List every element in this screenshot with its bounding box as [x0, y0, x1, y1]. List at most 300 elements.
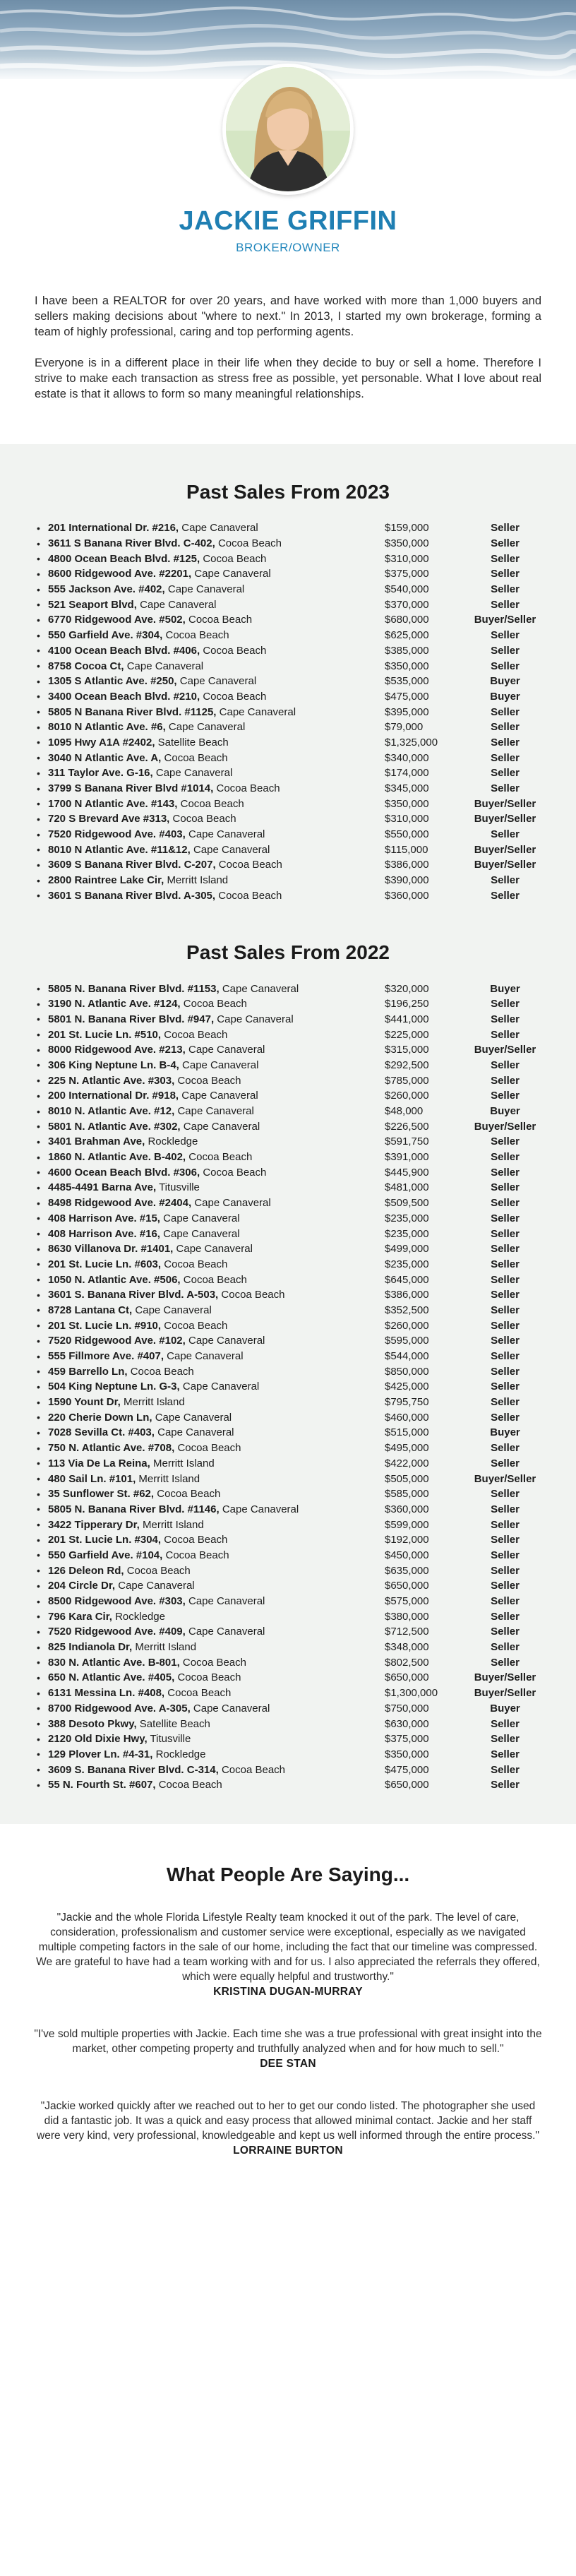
bullet-icon: • — [37, 983, 40, 995]
sale-role: Seller — [491, 1641, 520, 1654]
sale-price: $450,000 — [385, 1549, 429, 1561]
sale-address: 5801 N. Banana River Blvd. #947, — [48, 1013, 215, 1025]
bullet-icon: • — [37, 537, 40, 549]
sale-row — [34, 1441, 542, 1456]
sale-address: 1700 N Atlantic Ave. #143, — [48, 797, 178, 810]
bullet-icon: • — [37, 660, 40, 672]
sale-address: 201 International Dr. #216, — [48, 522, 179, 535]
sale-price: $460,000 — [385, 1411, 429, 1424]
sale-address: 8010 N Atlantic Ave. #6, — [48, 721, 166, 734]
sale-row — [34, 674, 542, 689]
sale-price: $340,000 — [385, 751, 429, 764]
bullet-icon: • — [37, 1641, 40, 1653]
sale-city: Cape Canaveral — [167, 1350, 244, 1363]
sale-city: Cocoa Beach — [164, 1319, 228, 1332]
sale-address: 3422 Tipperary Dr, — [48, 1518, 140, 1531]
sale-address: 825 Indianola Dr, — [48, 1641, 133, 1654]
sale-role: Seller — [491, 1074, 520, 1087]
sale-property — [48, 1029, 385, 1041]
sale-role: Seller — [491, 1350, 520, 1363]
testimonials-heading: What People Are Saying... — [166, 1863, 410, 1885]
sale-price: $645,000 — [385, 1273, 429, 1286]
sale-address: 1305 S Atlantic Ave. #250, — [48, 675, 177, 688]
sale-price: $505,000 — [385, 1472, 429, 1485]
sale-row — [34, 1379, 542, 1395]
bullet-icon: • — [37, 1687, 40, 1699]
sale-price: $475,000 — [385, 1763, 429, 1776]
sale-row — [34, 1180, 542, 1195]
agent-header — [0, 206, 576, 255]
sale-row — [34, 704, 542, 720]
sale-property — [48, 752, 385, 764]
sale-city: Cocoa Beach — [221, 1763, 286, 1776]
bullet-icon: • — [37, 1289, 40, 1301]
sale-price: $635,000 — [385, 1564, 429, 1577]
bullet-icon: • — [37, 1534, 40, 1546]
sale-price: $390,000 — [385, 874, 429, 887]
sale-price: $310,000 — [385, 813, 429, 825]
sale-price: $475,000 — [385, 690, 429, 703]
sale-property — [48, 1121, 385, 1133]
sale-price: $395,000 — [385, 705, 429, 718]
sale-role: Seller — [491, 1717, 520, 1730]
sale-role: Seller — [491, 1610, 520, 1623]
sale-role: Seller — [491, 998, 520, 1010]
sale-property — [48, 691, 385, 703]
sale-property — [48, 767, 385, 779]
sale-address: 1050 N. Atlantic Ave. #506, — [48, 1273, 181, 1286]
bullet-icon: • — [37, 522, 40, 534]
sale-row — [34, 597, 542, 612]
sale-property — [48, 537, 385, 549]
sale-address: 550 Garfield Ave. #304, — [48, 629, 163, 642]
sale-address: 8630 Villanova Dr. #1401, — [48, 1243, 174, 1256]
sale-city: Cape Canaveral — [181, 522, 258, 535]
sale-city: Cape Canaveral — [222, 1503, 299, 1515]
sale-role: Seller — [491, 1503, 520, 1515]
bullet-icon: • — [37, 1442, 40, 1454]
sale-city: Cocoa Beach — [177, 1442, 241, 1455]
sale-role: Buyer — [490, 1105, 520, 1118]
past-sales-section — [0, 444, 576, 1824]
sale-property — [48, 614, 385, 626]
sale-row — [34, 1088, 542, 1104]
sale-role: Seller — [491, 1227, 520, 1240]
sale-city: Cape Canaveral — [188, 1626, 265, 1638]
bullet-icon: • — [37, 1135, 40, 1147]
sale-role: Seller — [491, 1549, 520, 1561]
sale-city: Cocoa Beach — [158, 1779, 222, 1791]
sale-price: $115,000 — [385, 843, 428, 856]
sale-address: 459 Barrello Ln, — [48, 1365, 128, 1378]
sale-property — [48, 1748, 385, 1760]
sales-2023-list — [34, 520, 542, 903]
sale-address: 225 N. Atlantic Ave. #303, — [48, 1074, 175, 1087]
sale-price: $350,000 — [385, 660, 429, 672]
sale-property — [48, 1442, 385, 1454]
sale-role: Seller — [491, 1212, 520, 1224]
sale-row — [34, 1395, 542, 1410]
sale-address: 113 Via De La Reina, — [48, 1457, 150, 1469]
sale-city: Cocoa Beach — [164, 1534, 228, 1546]
sale-role: Buyer/Seller — [474, 813, 536, 825]
sale-address: 650 N. Atlantic Ave. #405, — [48, 1671, 175, 1684]
sale-price: $422,000 — [385, 1457, 429, 1469]
sale-price: $235,000 — [385, 1258, 429, 1270]
sale-price: $345,000 — [385, 782, 429, 795]
sale-row — [34, 1686, 542, 1701]
testimonials-section — [0, 1824, 576, 2207]
sale-property — [48, 675, 385, 687]
sale-address: 3401 Brahman Ave, — [48, 1135, 145, 1148]
bullet-icon: • — [37, 1335, 40, 1347]
sale-price: $385,000 — [385, 644, 429, 657]
sale-city: Cocoa Beach — [164, 1028, 228, 1041]
sale-row — [34, 566, 542, 582]
bullet-icon: • — [37, 583, 40, 595]
sale-row — [34, 1364, 542, 1379]
sale-row — [34, 1318, 542, 1333]
sale-city: Cape Canaveral — [155, 1411, 232, 1424]
sale-address: 550 Garfield Ave. #104, — [48, 1549, 163, 1561]
sale-row — [34, 1150, 542, 1165]
sale-property — [48, 1426, 385, 1438]
bullet-icon: • — [37, 1565, 40, 1577]
sale-row — [34, 1058, 542, 1073]
sale-row — [34, 1747, 542, 1763]
sale-city: Merritt Island — [138, 1472, 200, 1485]
sale-price: $375,000 — [385, 568, 429, 580]
testimonial-author: DEE STAN — [260, 2057, 316, 2070]
sale-property — [48, 1626, 385, 1638]
testimonial — [34, 2099, 542, 2157]
sale-row — [34, 1777, 542, 1793]
sale-role: Seller — [491, 1381, 520, 1393]
sale-city: Cape Canaveral — [193, 1702, 270, 1715]
sale-row — [34, 1241, 542, 1257]
sale-address: 201 St. Lucie Ln. #304, — [48, 1534, 162, 1546]
bullet-icon: • — [37, 1059, 40, 1071]
sale-price: $79,000 — [385, 721, 424, 734]
bullet-icon: • — [37, 1703, 40, 1715]
sale-property — [48, 1503, 385, 1515]
sale-property — [48, 706, 385, 718]
sale-address: 720 S Brevard Ave #313, — [48, 813, 170, 825]
sale-row — [34, 1211, 542, 1227]
sale-city: Cocoa Beach — [203, 644, 267, 657]
sale-city: Cape Canaveral — [217, 1013, 294, 1025]
sale-role: Buyer/Seller — [474, 1671, 536, 1684]
bullet-icon: • — [37, 721, 40, 733]
sale-address: 200 International Dr. #918, — [48, 1090, 179, 1102]
sale-role: Seller — [491, 705, 520, 718]
sale-role: Seller — [491, 1090, 520, 1102]
sale-price: $174,000 — [385, 767, 429, 780]
bullet-icon: • — [37, 1228, 40, 1240]
sale-property — [48, 1059, 385, 1071]
sale-role: Seller — [491, 1028, 520, 1041]
sale-city: Cape Canaveral — [177, 1105, 254, 1118]
bullet-icon: • — [37, 1488, 40, 1500]
sale-price: $509,500 — [385, 1197, 429, 1210]
agent-title: BROKER/OWNER — [236, 241, 340, 254]
sale-city: Cape Canaveral — [188, 1044, 265, 1056]
bullet-icon: • — [37, 1212, 40, 1224]
sale-price: $850,000 — [385, 1365, 429, 1378]
testimonial — [34, 2027, 542, 2070]
sale-role: Seller — [491, 1518, 520, 1531]
sale-city: Cape Canaveral — [182, 1381, 260, 1393]
sale-row — [34, 1502, 542, 1517]
sale-city: Cocoa Beach — [157, 1488, 221, 1501]
sale-city: Cape Canaveral — [140, 598, 217, 611]
sale-role: Buyer — [490, 675, 520, 688]
sale-role: Seller — [491, 1488, 520, 1501]
sale-city: Cape Canaveral — [193, 843, 270, 856]
bullet-icon: • — [37, 1626, 40, 1638]
sale-price: $386,000 — [385, 859, 429, 871]
sale-price: $260,000 — [385, 1090, 429, 1102]
testimonial-quote: "Jackie worked quickly after we reached out to her to get our condo listed. The photographer she used did a fantastic job. It was a quick and easy process that allowed minimal contact. Jackie and her staff were very kind, very professional, knowledgeable and kept us well informed through the entire process." — [37, 2099, 539, 2142]
sale-property — [48, 1105, 385, 1117]
sale-city: Cape Canaveral — [194, 568, 271, 580]
sale-price: $260,000 — [385, 1319, 429, 1332]
sale-price: $380,000 — [385, 1610, 429, 1623]
sale-role: Buyer — [490, 1426, 520, 1439]
bullet-icon: • — [37, 1090, 40, 1102]
sale-address: 7520 Ridgewood Ave. #403, — [48, 828, 186, 841]
sale-property — [48, 1044, 385, 1056]
bullet-icon: • — [37, 1181, 40, 1193]
sale-role: Seller — [491, 1243, 520, 1256]
sale-price: $535,000 — [385, 675, 429, 688]
sale-property — [48, 1457, 385, 1469]
sale-address: 555 Fillmore Ave. #407, — [48, 1350, 164, 1363]
sale-row — [34, 1134, 542, 1150]
bullet-icon: • — [37, 1457, 40, 1469]
sale-price: $370,000 — [385, 598, 429, 611]
sale-price: $350,000 — [385, 797, 429, 810]
sale-property — [48, 844, 385, 856]
sale-role: Seller — [491, 1166, 520, 1179]
sale-address: 201 St. Lucie Ln. #603, — [48, 1258, 162, 1270]
sale-property — [48, 1519, 385, 1531]
sale-price: $795,750 — [385, 1396, 429, 1409]
sale-row — [34, 1532, 542, 1548]
sale-row — [34, 1548, 542, 1563]
sale-city: Cape Canaveral — [182, 1059, 259, 1071]
bullet-icon: • — [37, 1044, 40, 1056]
sale-property — [48, 1412, 385, 1424]
sale-price: $515,000 — [385, 1426, 429, 1439]
sale-city: Cape Canaveral — [163, 1227, 240, 1240]
sale-property — [48, 1718, 385, 1730]
sale-row — [34, 1104, 542, 1119]
sale-city: Merritt Island — [135, 1641, 197, 1654]
sale-price: $375,000 — [385, 1733, 429, 1746]
bullet-icon: • — [37, 1320, 40, 1332]
testimonial — [34, 1910, 542, 1998]
sale-address: 8010 N. Atlantic Ave. #12, — [48, 1105, 175, 1118]
sale-city: Merritt Island — [124, 1396, 185, 1409]
testimonial-author: KRISTINA DUGAN-MURRAY — [213, 1985, 363, 1998]
sale-role: Seller — [491, 1059, 520, 1071]
sale-property — [48, 1473, 385, 1485]
sale-role: Buyer/Seller — [474, 1472, 536, 1485]
sale-row — [34, 1701, 542, 1717]
sale-role: Seller — [491, 644, 520, 657]
sale-property — [48, 568, 385, 580]
sale-role: Buyer — [490, 982, 520, 995]
sale-address: 2800 Raintree Lake Cir, — [48, 874, 164, 887]
sale-role: Seller — [491, 1763, 520, 1776]
bullet-icon: • — [37, 782, 40, 794]
sale-property — [48, 1289, 385, 1301]
sale-property — [48, 737, 385, 749]
sale-property — [48, 629, 385, 641]
agent-portrait-avatar — [222, 64, 354, 195]
bullet-icon: • — [37, 1258, 40, 1270]
sale-city: Cape Canaveral — [157, 1426, 234, 1439]
sale-row — [34, 1303, 542, 1318]
sale-property — [48, 1135, 385, 1147]
sale-city: Cocoa Beach — [183, 998, 247, 1010]
bullet-icon: • — [37, 1075, 40, 1087]
sale-city: Cocoa Beach — [183, 1273, 247, 1286]
sale-property — [48, 782, 385, 794]
sale-address: 2120 Old Dixie Hwy, — [48, 1733, 148, 1746]
sale-price: $350,000 — [385, 537, 429, 550]
sale-city: Cocoa Beach — [165, 1549, 229, 1561]
sale-address: 126 Deleon Rd, — [48, 1564, 124, 1577]
sale-address: 8700 Ridgewood Ave. A-305, — [48, 1702, 191, 1715]
sale-row — [34, 689, 542, 705]
bullet-icon: • — [37, 767, 40, 779]
sale-city: Cocoa Beach — [203, 552, 267, 565]
sale-property — [48, 1733, 385, 1745]
sale-row — [34, 1716, 542, 1731]
sale-price: $802,500 — [385, 1656, 429, 1669]
bullet-icon: • — [37, 874, 40, 886]
sale-price: $159,000 — [385, 522, 429, 535]
sale-row — [34, 1456, 542, 1472]
sale-price: $750,000 — [385, 1702, 429, 1715]
sale-price: $650,000 — [385, 1779, 429, 1791]
sale-price: $292,500 — [385, 1059, 429, 1071]
sale-row — [34, 1119, 542, 1134]
sale-city: Cocoa Beach — [177, 1671, 241, 1684]
bullet-icon: • — [37, 1764, 40, 1776]
sale-row — [34, 873, 542, 888]
sale-price: $650,000 — [385, 1671, 429, 1684]
bullet-icon: • — [37, 1197, 40, 1209]
sale-address: 1590 Yount Dr, — [48, 1396, 121, 1409]
sale-row — [34, 1471, 542, 1486]
sale-property — [48, 1641, 385, 1653]
sale-property — [48, 1657, 385, 1669]
sale-city: Merritt Island — [167, 874, 229, 887]
sale-property — [48, 1687, 385, 1699]
sale-row — [34, 1027, 542, 1042]
sale-address: 7028 Sevilla Ct. #403, — [48, 1426, 155, 1439]
sale-property — [48, 1366, 385, 1378]
sale-role: Seller — [491, 1151, 520, 1164]
sale-role: Seller — [491, 1748, 520, 1760]
sale-city: Cape Canaveral — [183, 1120, 260, 1133]
sale-role: Seller — [491, 1273, 520, 1286]
sale-property — [48, 828, 385, 840]
sale-price: $585,000 — [385, 1488, 429, 1501]
sale-city: Titusville — [150, 1733, 191, 1746]
sale-price: $196,250 — [385, 998, 429, 1010]
sale-property — [48, 859, 385, 871]
sale-property — [48, 660, 385, 672]
sale-row — [34, 842, 542, 857]
sale-row — [34, 735, 542, 751]
sale-property — [48, 1350, 385, 1362]
sale-address: 3609 S. Banana River Blvd. C-314, — [48, 1763, 219, 1776]
sale-address: 4600 Ocean Beach Blvd. #306, — [48, 1166, 200, 1179]
sale-row — [34, 781, 542, 797]
sale-city: Cocoa Beach — [218, 859, 282, 871]
sale-property — [48, 1595, 385, 1607]
sale-price: $391,000 — [385, 1151, 429, 1164]
agent-bio — [35, 293, 541, 402]
sale-row — [34, 1073, 542, 1088]
sale-address: 3611 S Banana River Blvd. C-402, — [48, 537, 215, 550]
sale-address: 204 Circle Dr, — [48, 1580, 116, 1592]
sale-property — [48, 1779, 385, 1791]
sale-price: $650,000 — [385, 1580, 429, 1592]
sale-city: Cocoa Beach — [165, 629, 229, 642]
sale-price: $550,000 — [385, 828, 429, 841]
sale-price: $226,500 — [385, 1120, 429, 1133]
sale-address: 3040 N Atlantic Ave. A, — [48, 751, 162, 764]
bullet-icon: • — [37, 998, 40, 1010]
sale-address: 480 Sail Ln. #101, — [48, 1472, 136, 1485]
sale-row — [34, 1563, 542, 1578]
sale-role: Seller — [491, 568, 520, 580]
sale-row — [34, 1164, 542, 1180]
sale-role: Seller — [491, 828, 520, 841]
bullet-icon: • — [37, 1381, 40, 1393]
sale-address: 504 King Neptune Ln. G-3, — [48, 1381, 180, 1393]
sale-property — [48, 1320, 385, 1332]
sale-address: 7520 Ridgewood Ave. #409, — [48, 1626, 186, 1638]
sale-row — [34, 1409, 542, 1425]
bullet-icon: • — [37, 1029, 40, 1041]
sale-role: Seller — [491, 1289, 520, 1301]
sale-address: 220 Cherie Down Ln, — [48, 1411, 152, 1424]
sale-property — [48, 998, 385, 1010]
sale-role: Seller — [491, 583, 520, 596]
sale-row — [34, 1287, 542, 1303]
sale-price: $499,000 — [385, 1243, 429, 1256]
bio-paragraph: I have been a REALTOR for over 20 years, and have worked with more than 1,000 buyers and sellers making decisions about "where to next." In 2013, I started my own brokerage, forming a team of highly professional, caring and top performing agents. — [35, 294, 541, 338]
sale-role: Seller — [491, 1396, 520, 1409]
sale-address: 388 Desoto Pkwy, — [48, 1717, 137, 1730]
sale-property — [48, 1075, 385, 1087]
sale-city: Cape Canaveral — [222, 982, 299, 995]
sale-row — [34, 1594, 542, 1609]
sale-address: 6770 Ridgewood Ave. #502, — [48, 614, 186, 626]
sale-city: Cape Canaveral — [188, 828, 265, 841]
sale-property — [48, 890, 385, 902]
sale-property — [48, 1228, 385, 1240]
sale-city: Titusville — [159, 1181, 200, 1194]
sale-price: $595,000 — [385, 1335, 429, 1347]
sale-property — [48, 645, 385, 657]
